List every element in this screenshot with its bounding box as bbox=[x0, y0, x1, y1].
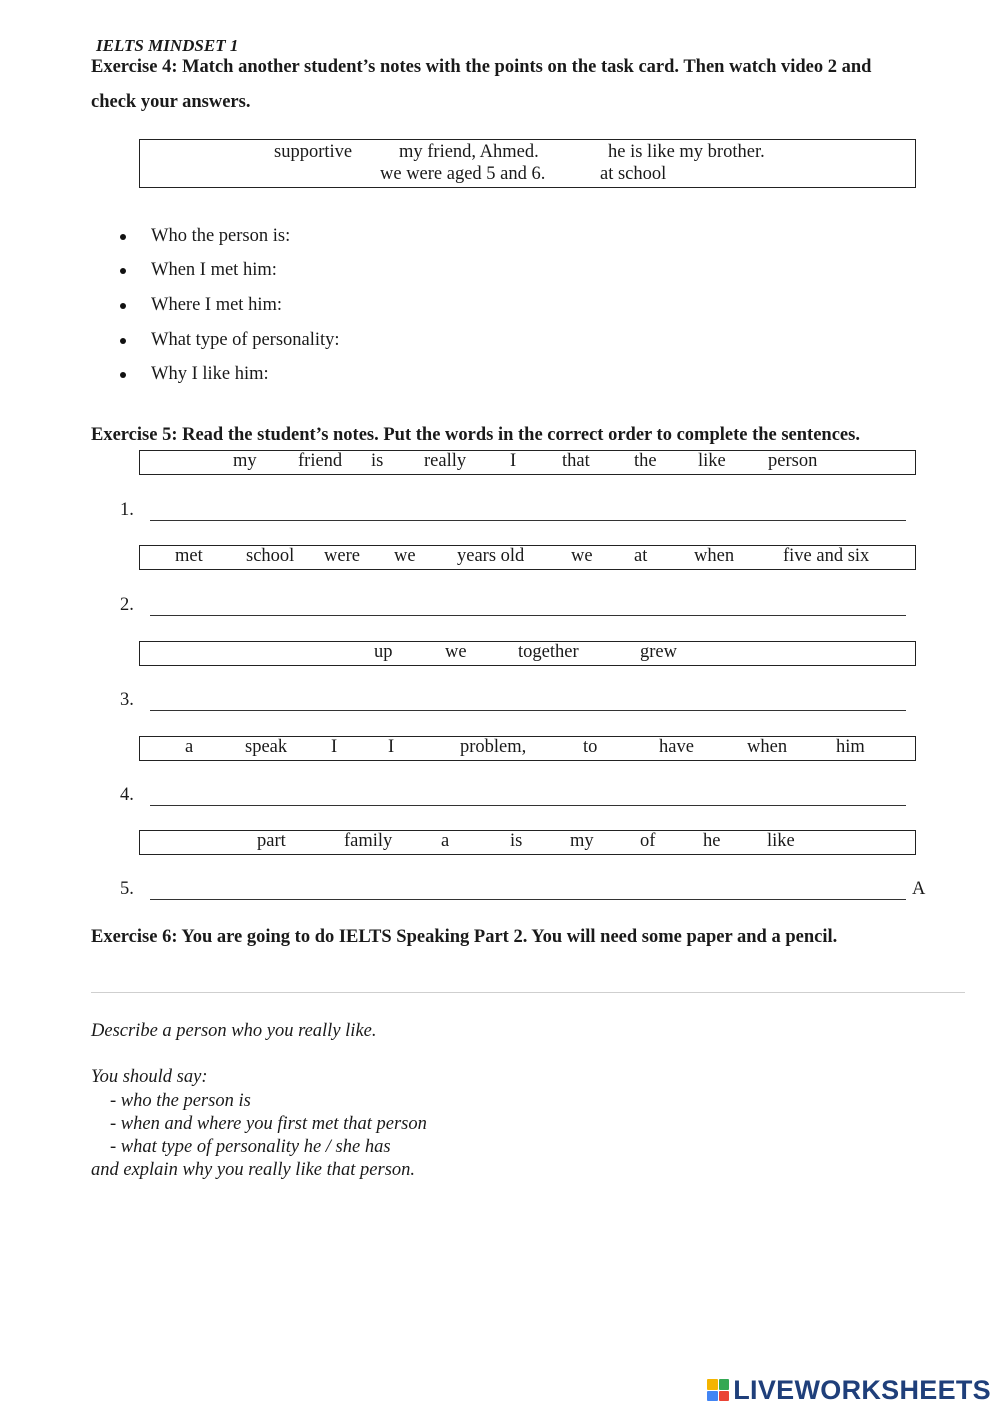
word-chip: when bbox=[694, 546, 735, 566]
word-chip: I bbox=[331, 737, 338, 757]
bullet-icon bbox=[120, 268, 126, 274]
task-card-should-say: You should say: bbox=[91, 1067, 208, 1087]
bullet-icon bbox=[120, 303, 126, 309]
item-number: 4. bbox=[120, 785, 134, 805]
word-chip: to bbox=[583, 737, 598, 757]
task-card-point: - who the person is bbox=[110, 1091, 251, 1111]
word-box-5 bbox=[139, 830, 916, 855]
note-item: we were aged 5 and 6. bbox=[380, 164, 546, 184]
exercise4-notes-box bbox=[139, 139, 916, 188]
word-chip: my bbox=[570, 831, 594, 851]
item-number: 3. bbox=[120, 690, 134, 710]
exercise6-heading: Exercise 6: You are going to do IELTS Speaking Part 2. You will need some paper and a pencil. bbox=[91, 927, 838, 947]
word-chip: years old bbox=[457, 546, 525, 566]
word-chip: problem, bbox=[460, 737, 527, 757]
word-chip: grew bbox=[640, 642, 677, 662]
word-chip: have bbox=[659, 737, 694, 757]
word-box-2 bbox=[139, 545, 916, 570]
trailing-text: A bbox=[912, 879, 926, 899]
answer-input-2[interactable] bbox=[152, 591, 904, 615]
word-chip: that bbox=[562, 451, 590, 471]
task-card-point: - what type of personality he / she has bbox=[110, 1137, 391, 1157]
word-chip: of bbox=[640, 831, 656, 851]
liveworksheets-logo[interactable] bbox=[707, 1375, 991, 1405]
answer-input-4[interactable] bbox=[152, 781, 904, 805]
word-chip: I bbox=[388, 737, 395, 757]
word-chip: part bbox=[257, 831, 286, 851]
word-chip: when bbox=[747, 737, 788, 757]
bullet-icon bbox=[120, 372, 126, 378]
word-chip: like bbox=[698, 451, 726, 471]
word-chip: we bbox=[445, 642, 467, 662]
word-chip: him bbox=[836, 737, 865, 757]
note-item: my friend, Ahmed. bbox=[399, 142, 539, 162]
divider bbox=[91, 992, 965, 993]
word-chip: together bbox=[518, 642, 579, 662]
task-card-prompt: Describe a person who you really like. bbox=[91, 1021, 377, 1041]
word-chip: he bbox=[703, 831, 721, 851]
word-chip: we bbox=[571, 546, 593, 566]
word-chip: were bbox=[324, 546, 360, 566]
answer-input-3[interactable] bbox=[152, 686, 904, 710]
word-chip: we bbox=[394, 546, 416, 566]
word-chip: at bbox=[634, 546, 648, 566]
word-chip: up bbox=[374, 642, 393, 662]
exercise4-heading-cont: check your answers. bbox=[91, 92, 251, 112]
item-number: 1. bbox=[120, 500, 134, 520]
answer-input-5[interactable] bbox=[152, 875, 904, 899]
worksheet-title: IELTS MINDSET 1 bbox=[96, 36, 239, 55]
answer-line bbox=[150, 805, 906, 806]
word-chip: speak bbox=[245, 737, 288, 757]
answer-input-1[interactable] bbox=[152, 496, 904, 520]
answer-line bbox=[150, 520, 906, 521]
liveworksheets-logo-icon bbox=[707, 1379, 729, 1401]
word-box-1 bbox=[139, 450, 916, 475]
exercise5-heading: Exercise 5: Read the student’s notes. Put the words in the correct order to complete the sentences. bbox=[91, 425, 860, 445]
word-chip: the bbox=[634, 451, 657, 471]
logo-text: LIVEWORKSHEETS bbox=[733, 1374, 991, 1405]
word-chip: school bbox=[246, 546, 295, 566]
word-chip: a bbox=[441, 831, 450, 851]
exercise4-heading: Exercise 4: Match another student’s notes with the points on the task card. Then watch video 2 and bbox=[91, 57, 872, 77]
word-chip: met bbox=[175, 546, 203, 566]
item-number: 5. bbox=[120, 879, 134, 899]
word-box-4 bbox=[139, 736, 916, 761]
word-chip: friend bbox=[298, 451, 343, 471]
word-chip: like bbox=[767, 831, 795, 851]
word-chip: I bbox=[510, 451, 517, 471]
word-chip: my bbox=[233, 451, 257, 471]
word-box-3 bbox=[139, 641, 916, 666]
answer-line bbox=[150, 710, 906, 711]
answer-line bbox=[150, 615, 906, 616]
task-card-closing: and explain why you really like that person. bbox=[91, 1160, 416, 1180]
word-chip: is bbox=[371, 451, 384, 471]
note-item: he is like my brother. bbox=[608, 142, 765, 162]
item-number: 2. bbox=[120, 595, 134, 615]
bullet-icon bbox=[120, 234, 126, 240]
word-chip: five and six bbox=[783, 546, 870, 566]
note-item: supportive bbox=[274, 142, 353, 162]
word-chip: is bbox=[510, 831, 523, 851]
bullet-icon bbox=[120, 338, 126, 344]
word-chip: family bbox=[344, 831, 393, 851]
word-chip: really bbox=[424, 451, 467, 471]
task-card-point: - when and where you first met that person bbox=[110, 1114, 427, 1134]
word-chip: person bbox=[768, 451, 818, 471]
answer-line bbox=[150, 899, 906, 900]
note-item: at school bbox=[600, 164, 667, 184]
word-chip: a bbox=[185, 737, 194, 757]
